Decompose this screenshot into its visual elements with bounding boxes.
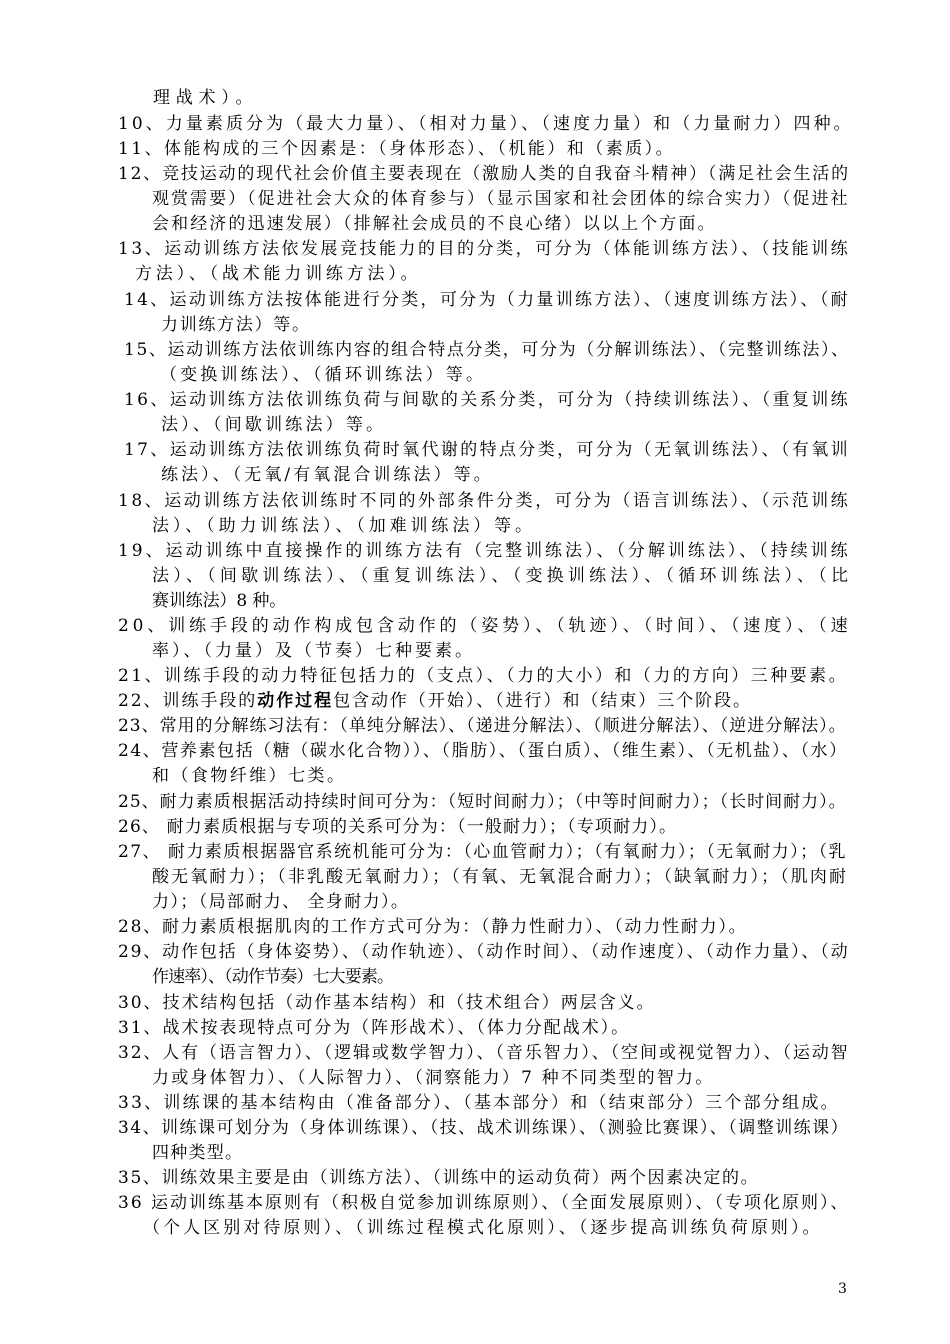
text-line: 会和经济的迅速发展）（排解社会成员的不良心绪）以以上个方面。 — [152, 214, 717, 234]
text-line: 率）、（力量）及（节奏）七种要素。 — [152, 641, 475, 661]
line-text: 包含动作（开始）、（进行）和（结束）三个阶段。 — [333, 691, 752, 711]
text-line: 练法）、（无氧/有氧混合训练法）等。 — [161, 465, 494, 485]
text-line: 17、运动训练方法依训练负荷时氧代谢的特点分类，可分为（无氧训练法）、（有氧训 — [124, 440, 850, 460]
text-line: 27、 耐力素质根据器官系统机能可分为：（心血管耐力）；（有氧耐力）；（无氧耐力）；（乳 — [118, 842, 847, 862]
text-line: 力训练方法）等。 — [161, 315, 311, 335]
text-line: 29、动作包括（身体姿势）、（动作轨迹）、（动作时间）、（动作速度）、（动作力量）、（动 — [118, 942, 850, 962]
text-line: 赛训练法）8 种。 — [152, 591, 287, 611]
text-line: 33、训练课的基本结构由（准备部分）、（基本部分）和（结束部分）三个部分组成。 — [118, 1093, 840, 1113]
line-text: 22、训练手段的 — [118, 691, 258, 711]
text-line: 35、训练效果主要是由（训练方法）、（训练中的运动负荷）两个因素决定的。 — [118, 1168, 760, 1188]
text-line: 观赏需要）（促进社会大众的体育参与）（显示国家和社会团体的综合实力）（促进社 — [152, 189, 850, 209]
text-line: 19、运动训练中直接操作的训练方法有（完整训练法）、（分解训练法）、（持续训练 — [118, 541, 851, 561]
text-line: （变换训练法）、（循环训练法）等。 — [160, 365, 487, 385]
text-line: 23、常用的分解练习法有：（单纯分解法）、（递进分解法）、（顺进分解法）、（逆进分解法）。 — [118, 716, 847, 736]
text-line: 15、运动训练方法依训练内容的组合特点分类，可分为（分解训练法）、（完整训练法）、 — [124, 340, 850, 360]
text-line: 13、运动训练方法依发展竞技能力的目的分类，可分为（体能训练方法）、（技能训练 — [118, 239, 851, 259]
text-line: 力）；（局部耐力、 全身耐力）。 — [152, 892, 410, 912]
text-line: 36 运动训练基本原则有（积极自觉参加训练原则）、（全面发展原则）、（专项化原则）、 — [118, 1193, 850, 1213]
text-line: 理战术）。 — [153, 88, 259, 108]
text-line: （个人区别对待原则）、（训练过程模式化原则）、（逐步提高训练负荷原则）。 — [143, 1218, 823, 1238]
text-line — [118, 689, 766, 713]
emphasized-text: 动作过程 — [257, 691, 334, 711]
text-line: 21、训练手段的动力特征包括力的（支点）、（力的大小）和（力的方向）三种要素。 — [118, 666, 849, 686]
text-line: 24、营养素包括（糖（碳水化合物））、（脂肪）、（蛋白质）、（维生素）、（无机盐）、（水） — [118, 741, 848, 761]
text-line: 28、耐力素质根据肌肉的工作方式可分为：（静力性耐力）、（动力性耐力）。 — [118, 917, 748, 937]
text-line: 酸无氧耐力）；（非乳酸无氧耐力）；（有氧、无氧混合耐力）；（缺氧耐力）；（肌肉耐 — [152, 867, 849, 887]
text-line: 26、 耐力素质根据与专项的关系可分为：（一般耐力）；（专项耐力）。 — [118, 817, 678, 837]
text-line: 31、战术按表现特点可分为（阵形战术）、（体力分配战术）。 — [118, 1018, 631, 1038]
text-line: 32、人有（语言智力）、（逻辑或数学智力）、（音乐智力）、（空间或视觉智力）、（运动智 — [118, 1043, 850, 1063]
text-line: 11、体能构成的三个因素是：（身体形态）、（机能）和（素质）。 — [118, 139, 676, 159]
page-number: 3 — [838, 1281, 847, 1297]
text-line: 10、力量素质分为（最大力量）、（相对力量）、（速度力量）和（力量耐力）四种。 — [118, 114, 854, 134]
text-line: 25、耐力素质根据活动持续时间可分为：（短时间耐力）；（中等时间耐力）；（长时间耐力）。 — [118, 792, 847, 812]
text-line: 法）、（间歇训练法）、（重复训练法）、（变换训练法）、（循环训练法）、（比 — [152, 566, 853, 586]
text-line: 和（食物纤维）七类。 — [152, 766, 347, 786]
text-line: 方法）、（战术能力训练方法）。 — [135, 264, 422, 284]
text-line: 16、运动训练方法依训练负荷与间歇的关系分类，可分为（持续训练法）、（重复训练 — [124, 390, 850, 410]
text-line: 法）、（助力训练法）、（加难训练法）等。 — [152, 516, 536, 536]
text-line: 力或身体智力）、（人际智力）、（洞察能力）7 种不同类型的智力。 — [152, 1068, 715, 1088]
text-line: 四种类型。 — [152, 1143, 244, 1163]
text-line: 14、运动训练方法按体能进行分类，可分为（力量训练方法）、（速度训练方法）、（耐 — [124, 290, 850, 310]
text-line: 作速率）、（动作节奏）七大要素。 — [152, 967, 394, 987]
text-line: 12、竞技运动的现代社会价值主要表现在（激励人类的自我奋斗精神）（满足社会生活的 — [118, 164, 850, 184]
text-line: 法）、（间歇训练法）等。 — [161, 415, 387, 435]
text-line: 30、技术结构包括（动作基本结构）和（技术组合）两层含义。 — [118, 993, 656, 1013]
text-line: 18、运动训练方法依训练时不同的外部条件分类，可分为（语言训练法）、（示范训练 — [118, 491, 851, 511]
text-line: 20、训练手段的动作构成包含动作的（姿势）、（轨迹）、（时间）、（速度）、（速 — [118, 616, 852, 636]
text-line: 34、训练课可划分为（身体训练课）、（技、战术训练课）、（测验比赛课）、（调整训练课） — [118, 1118, 850, 1138]
